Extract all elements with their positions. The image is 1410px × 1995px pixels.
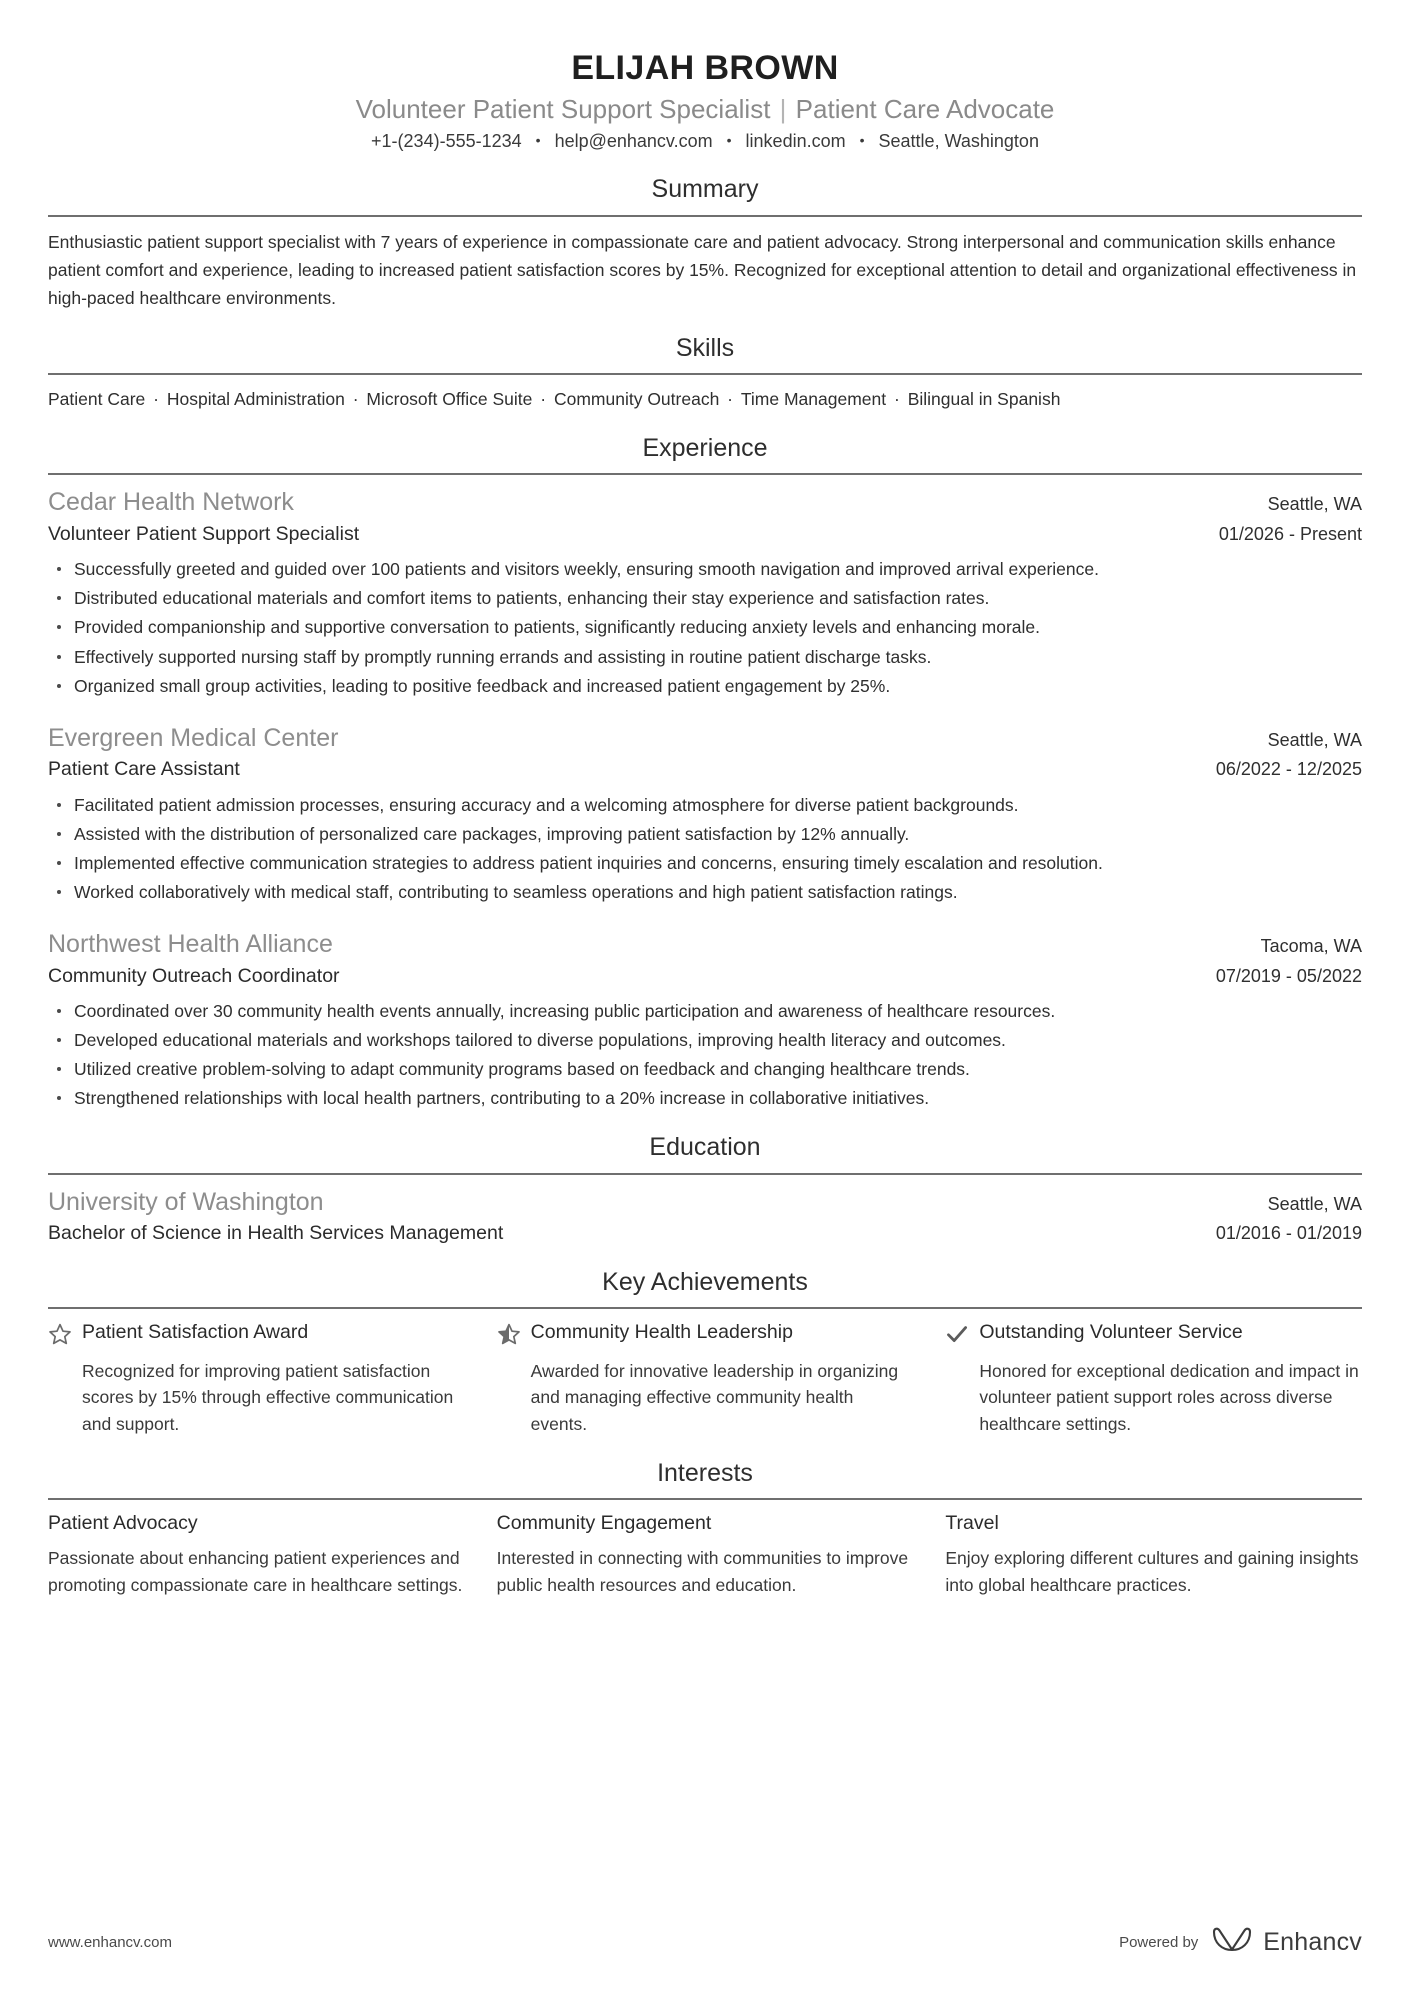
- contact-email[interactable]: help@enhancv.com: [554, 131, 713, 152]
- experience-entry: [48, 486, 1362, 699]
- headline-primary-title: Volunteer Patient Support Specialist: [355, 93, 771, 124]
- key-achievement-description: Awarded for innovative leadership in organizing and managing effective community health events.: [530, 1360, 899, 1434]
- experience-dates: 01/2026 - Present: [1218, 523, 1362, 544]
- skill-separator-icon: ·: [347, 389, 364, 410]
- contact-separator-icon: •: [535, 132, 541, 149]
- interest-description: Interested in connecting with communities to improve public health resources and education.: [496, 1548, 909, 1595]
- education-entry-header: [48, 1186, 1362, 1219]
- experience-bullet: Worked collaboratively with medical staff, contributing to seamless operations and high patient satisfaction ratings.: [48, 879, 1362, 906]
- headline-secondary-title: Patient Care Advocate: [795, 93, 1055, 124]
- experience-entry-header: [48, 928, 1362, 961]
- interests-grid: [48, 1511, 1362, 1599]
- contact-info: [48, 129, 1362, 154]
- experience-bullet: Organized small group activities, leading to positive feedback and increased patient engagement by 25%.: [48, 673, 1362, 700]
- skill-item: Microsoft Office Suite: [366, 389, 533, 410]
- skill-separator-icon: ·: [722, 389, 738, 410]
- interest-item: [497, 1511, 914, 1599]
- section-title-skills: Skills: [675, 333, 735, 362]
- skill-item: Hospital Administration: [166, 389, 345, 410]
- contact-phone[interactable]: +1-(234)-555-1234: [371, 131, 522, 152]
- experience-bullet: Utilized creative problem-solving to adapt community programs based on feedback and changing healthcare trends.: [48, 1056, 1362, 1083]
- experience-role: Volunteer Patient Support Specialist: [48, 522, 360, 545]
- footer-branding: [1119, 1927, 1362, 1957]
- section-divider: [48, 373, 1362, 375]
- key-achievement-item: [945, 1320, 1362, 1438]
- interest-description: Passionate about enhancing patient experiences and promoting compassionate care in healthcare settings.: [48, 1548, 463, 1595]
- education-institution: University of Washington: [48, 1187, 324, 1216]
- experience-bullet-list: [48, 998, 1362, 1113]
- experience-role: Community Outreach Coordinator: [48, 964, 340, 987]
- experience-bullet: Effectively supported nursing staff by promptly running errands and assisting in routine patient discharge tasks.: [48, 644, 1362, 671]
- experience-entries: [48, 486, 1362, 1112]
- contact-location: Seattle, Washington: [878, 131, 1039, 152]
- footer-website-link[interactable]: www.enhancv.com: [48, 1933, 172, 1951]
- section-title-key-achievements: Key Achievements: [602, 1267, 808, 1296]
- education-entries: [48, 1186, 1362, 1247]
- enhancv-mark-icon: [1211, 1927, 1253, 1957]
- experience-organization: Evergreen Medical Center: [48, 723, 339, 752]
- section-divider: [48, 473, 1362, 475]
- experience-bullet: Implemented effective communication strategies to address patient inquiries and concerns, ensuring timely escalation and resolution.: [48, 850, 1362, 877]
- skill-separator-icon: ·: [889, 389, 905, 410]
- contact-separator-icon: •: [726, 132, 732, 149]
- skill-separator-icon: ·: [148, 389, 164, 410]
- candidate-name: ELIJAH BROWN: [571, 49, 839, 87]
- candidate-headline: [48, 93, 1362, 126]
- interest-item: [48, 1511, 465, 1599]
- key-achievement-title: Outstanding Volunteer Service: [979, 1320, 1243, 1343]
- powered-by-label: Powered by: [1119, 1933, 1199, 1951]
- key-achievement-header: [48, 1320, 465, 1351]
- interest-description: Enjoy exploring different cultures and gaining insights into global healthcare practices.: [945, 1548, 1359, 1595]
- star-half-icon: [497, 1320, 521, 1351]
- experience-role: Patient Care Assistant: [48, 758, 240, 781]
- contact-separator-icon: •: [859, 132, 865, 149]
- education-entry: [48, 1186, 1362, 1247]
- experience-bullet: Facilitated patient admission processes, ensuring accuracy and a welcoming atmosphere for diverse patient backgrounds.: [48, 792, 1362, 819]
- page-footer: [48, 1927, 1362, 1957]
- section-divider: [48, 215, 1362, 217]
- section-experience: [48, 433, 1362, 1112]
- experience-bullet: Developed educational materials and workshops tailored to diverse populations, improving health literacy and outcomes.: [48, 1027, 1362, 1054]
- experience-location: Seattle, WA: [1267, 729, 1362, 750]
- skill-separator-icon: ·: [535, 389, 551, 410]
- summary-text: Enthusiastic patient support specialist with 7 years of experience in compassionate care and patient advocacy. Strong interpersonal and communication skills enhance patient comfort and experience, leading to increased patient satisfaction scores by 15%. Recognized for exceptional attention to detail and organizational effectiveness in high-paced healthcare environments.: [48, 231, 1357, 309]
- experience-dates: 07/2019 - 05/2022: [1215, 965, 1362, 986]
- key-achievement-header: [945, 1320, 1362, 1351]
- experience-organization: Northwest Health Alliance: [48, 930, 333, 959]
- skill-item: Bilingual in Spanish: [907, 389, 1061, 410]
- section-interests: [48, 1458, 1362, 1599]
- experience-bullet-list: [48, 556, 1362, 700]
- experience-entry-subheader: [48, 756, 1362, 782]
- key-achievement-item: [497, 1320, 914, 1438]
- interest-title: Community Engagement: [496, 1511, 712, 1534]
- skills-list: [48, 386, 1362, 413]
- star-outline-icon: [48, 1320, 72, 1351]
- headline-divider: |: [779, 93, 787, 124]
- key-achievement-description: Recognized for improving patient satisfaction scores by 15% through effective communication and support.: [82, 1360, 454, 1434]
- interest-title: Travel: [945, 1511, 999, 1534]
- key-achievements-grid: [48, 1320, 1362, 1438]
- key-achievement-item: [48, 1320, 465, 1438]
- education-location: Seattle, WA: [1267, 1193, 1362, 1214]
- experience-dates: 06/2022 - 12/2025: [1215, 759, 1362, 780]
- education-entry-subheader: [48, 1220, 1362, 1246]
- section-title-summary: Summary: [651, 175, 759, 204]
- key-achievement-title: Community Health Leadership: [530, 1320, 793, 1343]
- experience-entry-header: [48, 722, 1362, 755]
- experience-bullet: Assisted with the distribution of personalized care packages, improving patient satisfaction by 12% annually.: [48, 821, 1362, 848]
- key-achievement-title: Patient Satisfaction Award: [82, 1320, 309, 1343]
- section-title-interests: Interests: [657, 1458, 753, 1487]
- key-achievement-header: [497, 1320, 914, 1351]
- enhancv-logo: [1211, 1927, 1362, 1957]
- skill-item: Patient Care: [48, 389, 146, 410]
- section-divider: [48, 1498, 1362, 1500]
- experience-organization: Cedar Health Network: [48, 488, 294, 517]
- experience-bullet: Successfully greeted and guided over 100 patients and visitors weekly, ensuring smooth navigation and improved arrival experience.: [48, 556, 1362, 583]
- experience-bullet: Provided companionship and supportive conversation to patients, significantly reducing anxiety levels and enhancing morale.: [48, 614, 1362, 641]
- experience-bullet: Strengthened relationships with local health partners, contributing to a 20% increase in collaborative initiatives.: [48, 1085, 1362, 1112]
- skill-item: Time Management: [740, 389, 887, 410]
- section-title-experience: Experience: [642, 434, 768, 463]
- key-achievement-description: Honored for exceptional dedication and impact in volunteer patient support roles across diverse healthcare settings.: [979, 1360, 1359, 1434]
- section-key-achievements: [48, 1267, 1362, 1438]
- resume-header: [48, 48, 1362, 154]
- section-education: [48, 1132, 1362, 1246]
- skill-item: Community Outreach: [553, 389, 720, 410]
- contact-linkedin[interactable]: linkedin.com: [745, 131, 846, 152]
- experience-bullet: Distributed educational materials and comfort items to patients, enhancing their stay experience and satisfaction rates.: [48, 585, 1362, 612]
- education-degree: Bachelor of Science in Health Services Management: [48, 1222, 504, 1245]
- section-skills: [48, 333, 1362, 413]
- check-icon: [945, 1320, 969, 1351]
- experience-entry: [48, 928, 1362, 1112]
- experience-entry: [48, 722, 1362, 906]
- experience-location: Seattle, WA: [1267, 494, 1362, 515]
- experience-entry-subheader: [48, 963, 1362, 989]
- experience-entry-header: [48, 486, 1362, 519]
- experience-entry-subheader: [48, 521, 1362, 547]
- section-divider: [48, 1307, 1362, 1309]
- education-dates: 01/2016 - 01/2019: [1215, 1223, 1362, 1244]
- section-title-education: Education: [649, 1133, 761, 1162]
- section-divider: [48, 1173, 1362, 1175]
- experience-bullet-list: [48, 792, 1362, 907]
- section-summary: [48, 174, 1362, 312]
- interest-item: [945, 1511, 1362, 1599]
- enhancv-wordmark: Enhancv: [1263, 1927, 1362, 1956]
- experience-location: Tacoma, WA: [1260, 936, 1362, 957]
- interest-title: Patient Advocacy: [48, 1511, 198, 1534]
- experience-bullet: Coordinated over 30 community health events annually, increasing public participation and awareness of healthcare resources.: [48, 998, 1362, 1025]
